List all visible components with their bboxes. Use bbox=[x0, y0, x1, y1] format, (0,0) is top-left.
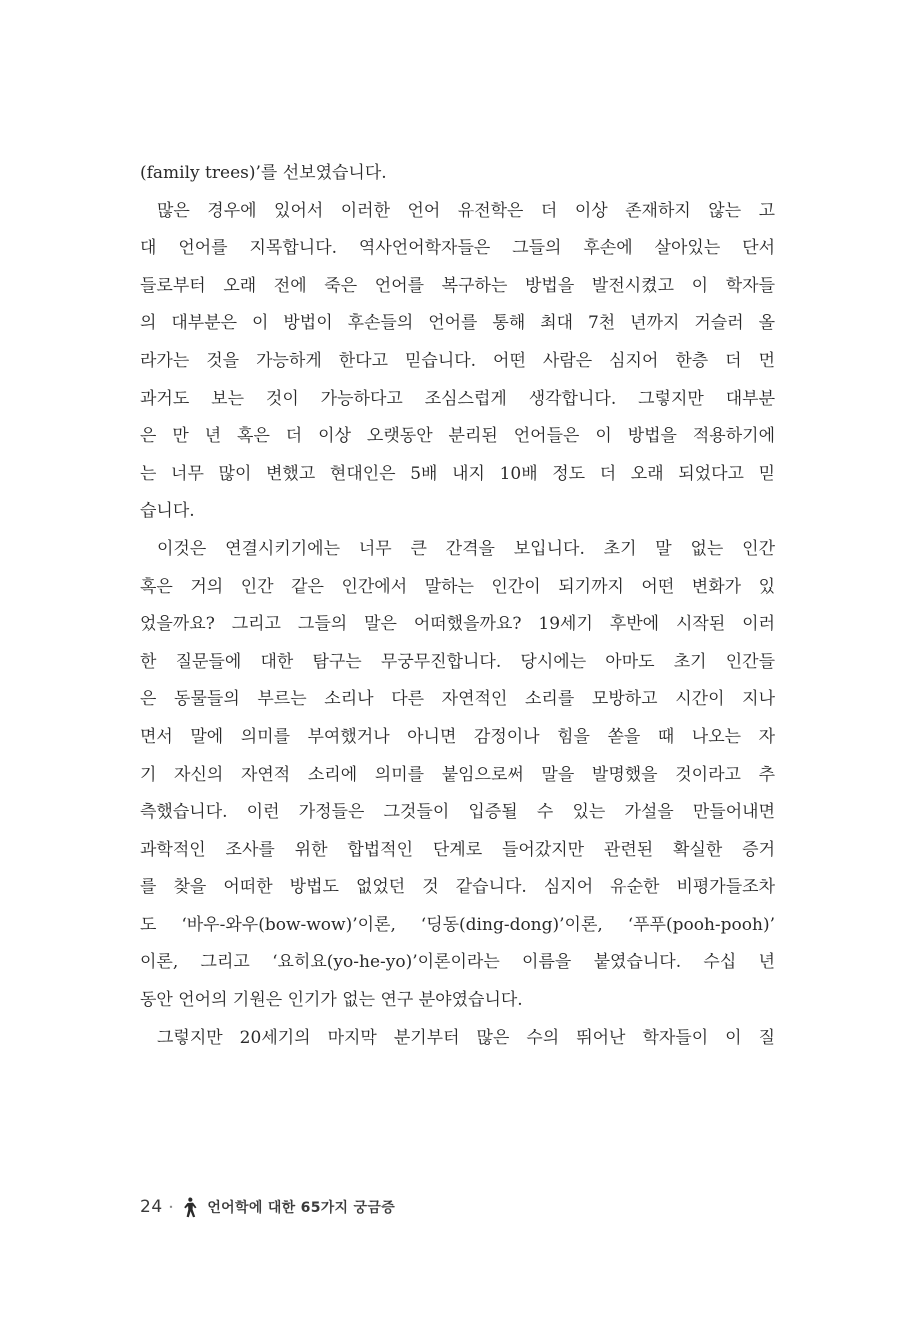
body-line: 과학적인 조사를 위한 합법적인 단계로 들어갔지만 관련된 확실한 증거 bbox=[140, 839, 775, 860]
body-line: 은 동물들의 부르는 소리나 다른 자연적인 소리를 모방하고 시간이 지나 bbox=[140, 689, 775, 710]
body-line: 측했습니다. 이런 가정들은 그것들이 입증될 수 있는 가설을 만들어내면 bbox=[140, 802, 775, 823]
body-text bbox=[140, 155, 775, 1057]
book-title: 언어학에 대한 65가지 궁금증 bbox=[207, 1200, 396, 1216]
body-line: 습니다. bbox=[140, 501, 195, 522]
body-line: 이론, 그리고 ‘요히요(yo-he-yo)’이론이라는 이름을 붙였습니다. 수십 년 bbox=[140, 952, 775, 973]
body-line: 은 만 년 혹은 더 이상 오랫동안 분리된 언어들은 이 방법을 적용하기에 bbox=[140, 426, 775, 447]
body-line: 었을까요? 그리고 그들의 말은 어떠했을까요? 19세기 후반에 시작된 이러 bbox=[140, 614, 775, 635]
body-line: 는 너무 많이 변했고 현대인은 5배 내지 10배 정도 더 오래 되었다고 믿 bbox=[140, 463, 775, 484]
footer-separator: • bbox=[168, 1202, 174, 1212]
body-line: 그렇지만 20세기의 마지막 분기부터 많은 수의 뛰어난 학자들이 이 질 bbox=[157, 1027, 775, 1048]
body-line: 혹은 거의 인간 같은 인간에서 말하는 인간이 되기까지 어떤 변화가 있 bbox=[140, 576, 775, 597]
body-line: 기 자신의 자연적 소리에 의미를 붙임으로써 말을 발명했을 것이라고 추 bbox=[140, 764, 775, 785]
body-line: 한 질문들에 대한 탐구는 무궁무진합니다. 당시에는 아마도 초기 인간들 bbox=[140, 651, 775, 672]
body-line: 들로부터 오래 전에 죽은 언어를 복구하는 방법을 발전시켰고 이 학자들 bbox=[140, 275, 775, 296]
body-line: 동안 언어의 기원은 인기가 없는 연구 분야였습니다. bbox=[140, 990, 523, 1011]
body-line: (family trees)’를 선보였습니다. bbox=[140, 163, 387, 183]
body-line: 의 대부분은 이 방법이 후손들의 언어를 통해 최대 7천 년까지 거슬러 올 bbox=[140, 313, 775, 334]
page-footer bbox=[140, 1192, 395, 1222]
body-line: 대 언어를 지목합니다. 역사언어학자들은 그들의 후손에 살아있는 단서 bbox=[140, 238, 775, 259]
page-number: 24 bbox=[140, 1197, 163, 1217]
body-line: 면서 말에 의미를 부여했거나 아니면 감정이나 힘을 쏟을 때 나오는 자 bbox=[140, 726, 775, 747]
body-line: 이것은 연결시키기에는 너무 큰 간격을 보입니다. 초기 말 없는 인간 bbox=[157, 538, 775, 559]
body-line: 를 찾을 어떠한 방법도 없었던 것 같습니다. 심지어 유순한 비평가들조차 bbox=[140, 877, 775, 898]
body-line: 많은 경우에 있어서 이러한 언어 유전학은 더 이상 존재하지 않는 고 bbox=[157, 200, 775, 221]
body-line: 과거도 보는 것이 가능하다고 조심스럽게 생각합니다. 그렇지만 대부분 bbox=[140, 388, 775, 409]
body-line: 도 ‘바우-와우(bow-wow)’이론, ‘딩동(ding-dong)’이론, ‘푸푸(pooh-pooh)’ bbox=[140, 914, 775, 935]
walking-figure-icon bbox=[181, 1196, 199, 1218]
body-line: 라가는 것을 가능하게 한다고 믿습니다. 어떤 사람은 심지어 한층 더 먼 bbox=[140, 350, 775, 371]
